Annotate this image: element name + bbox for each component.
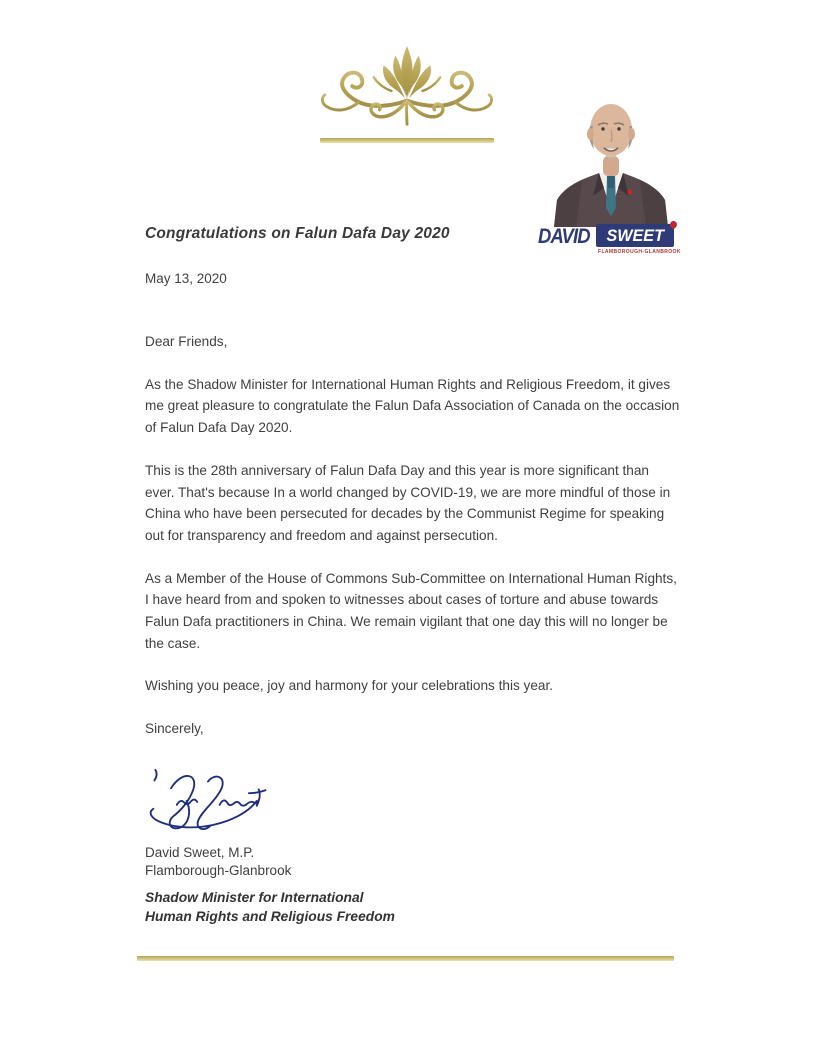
gold-flourish-icon (318, 44, 496, 134)
paragraph-4: Wishing you peace, joy and harmony for your celebrations this year. (145, 678, 554, 694)
david-sweet-portrait-photo (552, 84, 670, 227)
gold-divider-line-top (320, 138, 494, 143)
letter-date: May 13, 2020 (145, 271, 227, 286)
paragraph-2: This is the 28th anniversary of Falun Dafa Day and this year is more significant than ever. That's because In a world changed by COVID-19, we are more mindful of those in China who have been persecuted for decades by the Communist Regime for speaking out for transparency and freedom and against persecution. (145, 462, 671, 543)
logo-first-name: DAVID (538, 225, 590, 248)
signature-image (142, 762, 272, 838)
salutation: Dear Friends, (145, 334, 228, 349)
logo-last-name-box (596, 224, 674, 247)
signer-block (145, 844, 291, 879)
paragraph-3: As a Member of the House of Commons Sub-Committee on International Human Rights, I have heard from and spoken to witnesses about cases of torture and abuse towards Falun Dafa practitioners in China. We remain vigilant that one day this will no longer be the case. (145, 570, 677, 651)
david-sweet-logo (538, 224, 681, 258)
letter-title: Congratulations on Falun Dafa Day 2020 (145, 225, 450, 242)
logo-last-name: SWEET (606, 225, 664, 245)
signer-name: David Sweet, M.P. (145, 845, 255, 860)
signer-role (145, 889, 395, 926)
paragraph-1: As the Shadow Minister for International Human Rights and Religious Freedom, it gives me great pleasure to congratulate the Falun Dafa Association of Canada on the occasion of Falun Dafa Day 2020. (145, 376, 680, 436)
signer-role-line1: Shadow Minister for International (145, 890, 364, 905)
maple-leaf-icon (669, 220, 679, 230)
gold-divider-line-bottom (137, 956, 674, 961)
closing: Sincerely, (145, 721, 204, 737)
letter-body (145, 331, 682, 761)
logo-riding-text: FLAMBOROUGH-GLANBROOK (598, 249, 681, 255)
signer-role-line2: Human Rights and Religious Freedom (145, 908, 395, 924)
signer-riding: Flamborough-Glanbrook (145, 862, 292, 878)
